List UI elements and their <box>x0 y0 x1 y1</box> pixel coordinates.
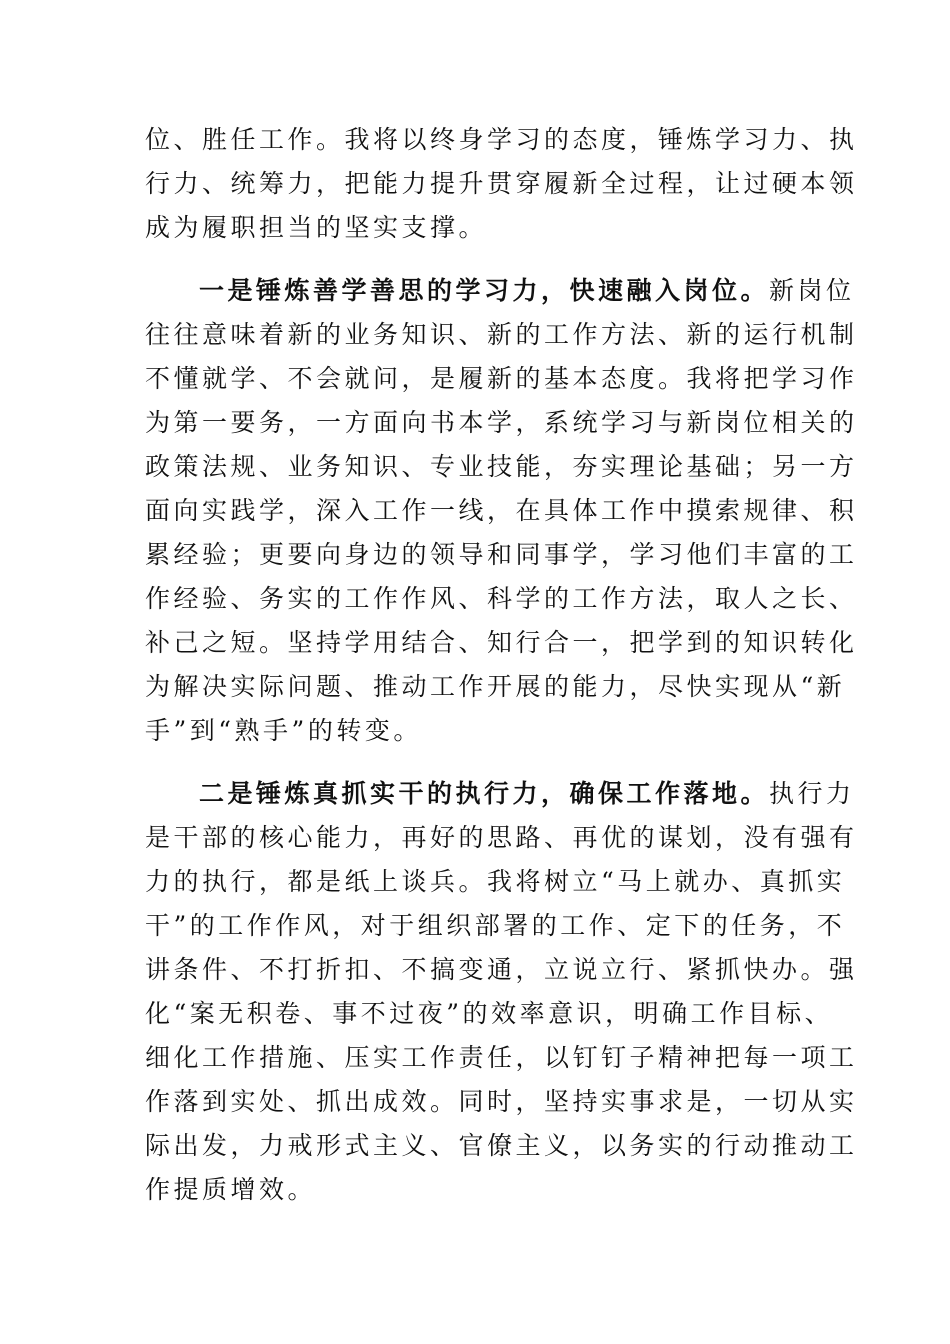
text-line: 细化工作措施、压实工作责任，以钉钉子精神把每一项工 <box>145 1043 858 1072</box>
text-line: 位、胜任工作。我将以终身学习的态度，锤炼学习力、执 <box>145 125 858 154</box>
text-line: 为解决实际问题、推动工作开展的能力，尽快实现从“新 <box>145 672 846 701</box>
text-line: 面向实践学，深入工作一线，在具体工作中摸索规律、积 <box>145 496 858 525</box>
text-line: 干”的工作作风，对于组织部署的工作、定下的任务，不 <box>145 911 846 940</box>
text-line: 往往意味着新的业务知识、新的工作方法、新的运行机制 <box>145 320 858 349</box>
text-line: 手”到“熟手”的转变。 <box>145 716 422 745</box>
text-line: 不懂就学、不会就问，是履新的基本态度。我将把学习作 <box>145 364 858 393</box>
paragraph-continuation <box>145 118 858 250</box>
document-page <box>145 118 858 1231</box>
paragraph-execution <box>145 772 858 1212</box>
text-fragment: 新岗位 <box>769 276 855 305</box>
text-line: 为第一要务，一方面向书本学，系统学习与新岗位相关的 <box>145 408 858 437</box>
text-line: 作落到实处、抓出成效。同时，坚持实事求是，一切从实 <box>145 1087 858 1116</box>
text-line: 成为履职担当的坚实支撑。 <box>145 213 488 242</box>
text-line-first <box>145 269 855 313</box>
paragraph-lead-heading: 一是锤炼善学善思的学习力，快速融入岗位。 <box>199 276 770 305</box>
text-line: 行力、统筹力，把能力提升贯穿履新全过程，让过硬本领 <box>145 169 858 198</box>
paragraph-learning <box>145 269 858 753</box>
text-line: 力的执行，都是纸上谈兵。我将树立“马上就办、真抓实 <box>145 867 846 896</box>
text-line-first <box>145 772 855 816</box>
text-line: 际出发，力戒形式主义、官僚主义，以务实的行动推动工 <box>145 1131 858 1160</box>
text-line: 补己之短。坚持学用结合、知行合一，把学到的知识转化 <box>145 628 858 657</box>
paragraph-lead-heading: 二是锤炼真抓实干的执行力，确保工作落地。 <box>199 779 770 808</box>
text-line: 讲条件、不打折扣、不搞变通，立说立行、紧抓快办。强 <box>145 955 858 984</box>
text-line: 作经验、务实的工作作风、科学的工作方法，取人之长、 <box>145 584 858 613</box>
text-line: 是干部的核心能力，再好的思路、再优的谋划，没有强有 <box>145 823 858 852</box>
text-line: 政策法规、业务知识、专业技能，夯实理论基础；另一方 <box>145 452 858 481</box>
text-fragment: 执行力 <box>769 779 855 808</box>
text-line: 化“案无积卷、事不过夜”的效率意识，明确工作目标、 <box>145 999 834 1028</box>
text-line: 累经验；更要向身边的领导和同事学，学习他们丰富的工 <box>145 540 858 569</box>
text-line: 作提质增效。 <box>145 1175 317 1204</box>
